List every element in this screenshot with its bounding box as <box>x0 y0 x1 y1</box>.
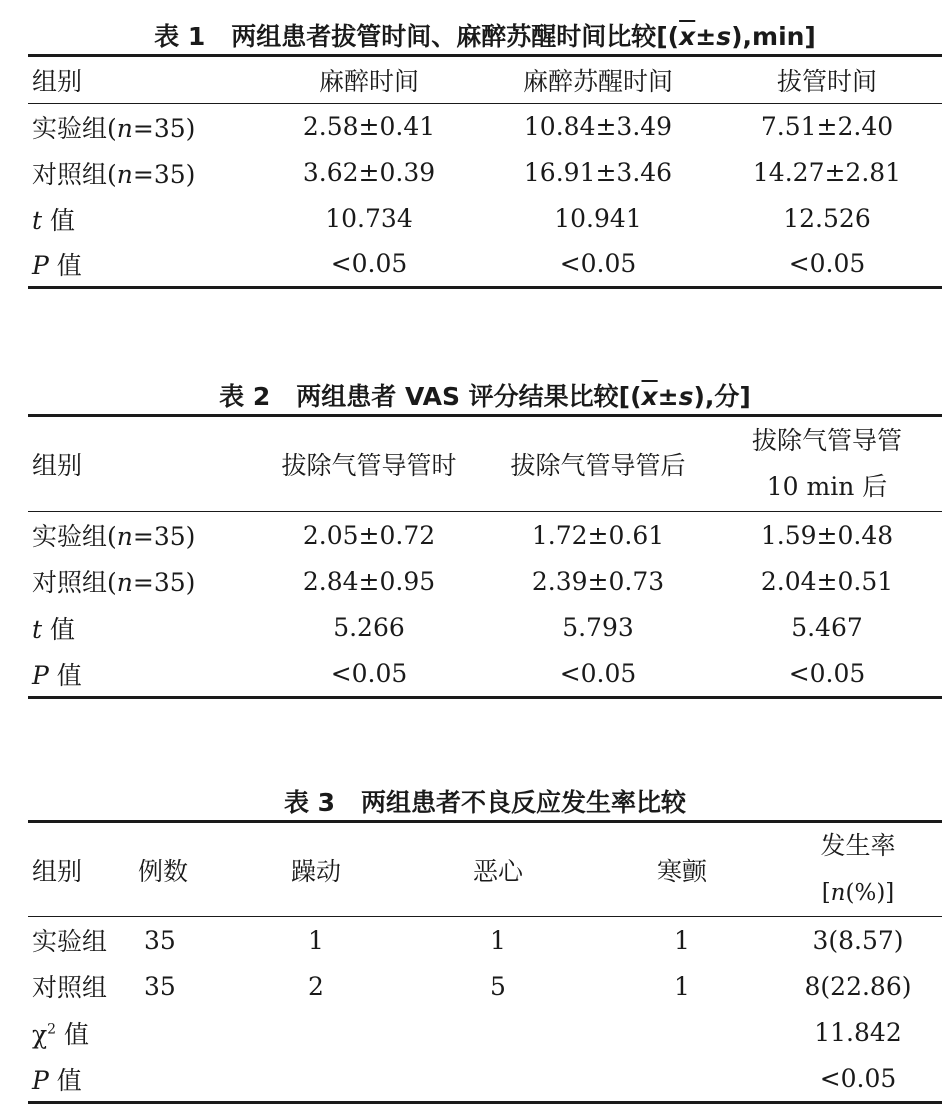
cell-value: 7.51±2.40 <box>760 112 894 142</box>
cell-value: 1.59±0.48 <box>760 520 894 550</box>
header-shivering: 寒颤 <box>656 856 707 886</box>
table-row <box>28 512 942 559</box>
table-1-unit-open: [( <box>656 22 680 51</box>
table-2-unit-open: [( <box>618 382 642 411</box>
header-at-extubation: 拔除气管导管时 <box>281 451 457 480</box>
table-2-caption <box>28 380 942 414</box>
table-1-mean-symbol: $\overline{x}$ <box>679 22 696 51</box>
table-header-row <box>28 822 942 917</box>
cell-value: 2.05±0.72 <box>302 520 436 550</box>
stat-label: P 值 <box>32 1065 82 1095</box>
table-3-grid <box>28 820 942 1104</box>
table-row <box>28 196 942 242</box>
row-group-label: 对照组(n=35) <box>32 568 196 598</box>
stat-label: $\chi^2$ 值 <box>32 1019 90 1049</box>
table-row <box>28 963 942 1010</box>
table-row <box>28 1056 942 1103</box>
row-group-label: 实验组(n=35) <box>32 522 196 551</box>
header-anesthesia-time: 麻醉时间 <box>318 67 419 96</box>
table-3 <box>28 786 942 1104</box>
cell-shivering: 1 <box>674 971 690 1001</box>
header-cases: 例数 <box>138 856 189 886</box>
cell-value: 12.526 <box>783 204 871 233</box>
cell-rate: 8(22.86) <box>804 971 912 1001</box>
table-1 <box>28 20 942 289</box>
table-2-number: 表 2 <box>219 382 271 411</box>
table-2 <box>28 380 942 699</box>
cell-value: <0.05 <box>559 249 637 279</box>
cell-value: 10.84±3.49 <box>523 112 673 142</box>
table-2-pm: ± <box>657 382 679 411</box>
table-1-title: 两组患者拔管时间、麻醉苏醒时间比较 <box>231 22 657 51</box>
table-header-row <box>28 416 942 512</box>
stat-label: t 值 <box>32 205 75 235</box>
table-2-grid <box>28 414 942 699</box>
cell-p-value: <0.05 <box>819 1064 897 1093</box>
table-1-pm: ± <box>695 22 717 51</box>
row-group-label: 实验组(n=35) <box>32 113 196 143</box>
cell-rate: 3(8.57) <box>812 925 904 955</box>
cell-value: <0.05 <box>330 249 408 279</box>
cell-chi-value: 11.842 <box>814 1018 902 1048</box>
cell-value: 5.793 <box>562 613 634 643</box>
table-row <box>28 150 942 196</box>
cell-value: 3.62±0.39 <box>302 158 436 187</box>
cell-value: 10.941 <box>554 204 642 233</box>
stat-label: t 值 <box>32 614 75 644</box>
table-row <box>28 917 942 964</box>
cell-nausea: 5 <box>490 971 506 1001</box>
stat-label: P 值 <box>32 660 82 690</box>
table-row <box>28 651 942 698</box>
table-row <box>28 104 942 150</box>
cell-value: 14.27±2.81 <box>752 158 902 187</box>
cell-value: <0.05 <box>788 659 866 688</box>
table-header-row <box>28 56 942 104</box>
header-after-extubation: 拔除气管导管后 <box>510 451 686 480</box>
cell-agitation: 2 <box>308 971 324 1001</box>
header-group: 组别 <box>32 451 83 480</box>
header-agitation: 躁动 <box>290 856 341 886</box>
cell-value: 10.734 <box>325 204 413 233</box>
table-2-unit-close: ),分] <box>693 382 751 411</box>
header-nausea: 恶心 <box>472 856 523 886</box>
cell-nausea: 1 <box>490 925 506 955</box>
table-3-number: 表 3 <box>283 788 336 817</box>
cell-value: 2.04±0.51 <box>760 566 894 596</box>
header-10min-after-extubation: 拔除气管导管 10 min 后 <box>751 426 902 501</box>
table-3-title: 两组患者不良反应发生率比较 <box>361 788 687 817</box>
cell-value: 2.84±0.95 <box>302 566 436 596</box>
table-1-caption <box>28 20 942 54</box>
cell-value: 2.58±0.41 <box>302 112 436 142</box>
cell-value: <0.05 <box>330 659 408 688</box>
table-1-sd-symbol: s <box>716 22 732 51</box>
cell-value: 16.91±3.46 <box>523 158 673 187</box>
cell-cases: 35 <box>144 925 176 955</box>
cell-value: <0.05 <box>788 249 866 279</box>
cell-value: 2.39±0.73 <box>531 566 665 596</box>
table-row <box>28 558 942 605</box>
table-2-sd-symbol: s <box>678 382 694 411</box>
stat-label: P 值 <box>32 250 82 280</box>
header-group: 组别 <box>32 67 83 96</box>
table-1-grid <box>28 54 942 289</box>
header-incidence-rate: 发生率 [n(%)] <box>820 831 896 906</box>
cell-shivering: 1 <box>674 925 690 955</box>
cell-value: 5.266 <box>333 613 405 643</box>
table-2-mean-symbol: $\overline{x}$ <box>641 382 658 411</box>
table-row <box>28 242 942 288</box>
cell-value: <0.05 <box>559 659 637 688</box>
row-group-label: 对照组 <box>32 973 108 1003</box>
header-extubation-time: 拔管时间 <box>776 67 877 96</box>
table-3-caption <box>28 786 942 820</box>
header-group: 组别 <box>32 856 83 886</box>
table-1-number: 表 1 <box>154 22 206 51</box>
row-group-label: 对照组(n=35) <box>32 159 196 189</box>
table-row <box>28 605 942 652</box>
cell-value: 1.72±0.61 <box>531 520 665 550</box>
table-2-title: 两组患者 VAS 评分结果比较 <box>296 382 619 411</box>
cell-cases: 35 <box>144 971 176 1001</box>
table-row <box>28 1010 942 1057</box>
cell-agitation: 1 <box>308 925 324 955</box>
header-recovery-time: 麻醉苏醒时间 <box>522 67 673 96</box>
row-group-label: 实验组 <box>32 927 108 956</box>
cell-value: 5.467 <box>791 613 863 643</box>
table-1-unit-close: ),min] <box>731 22 816 51</box>
